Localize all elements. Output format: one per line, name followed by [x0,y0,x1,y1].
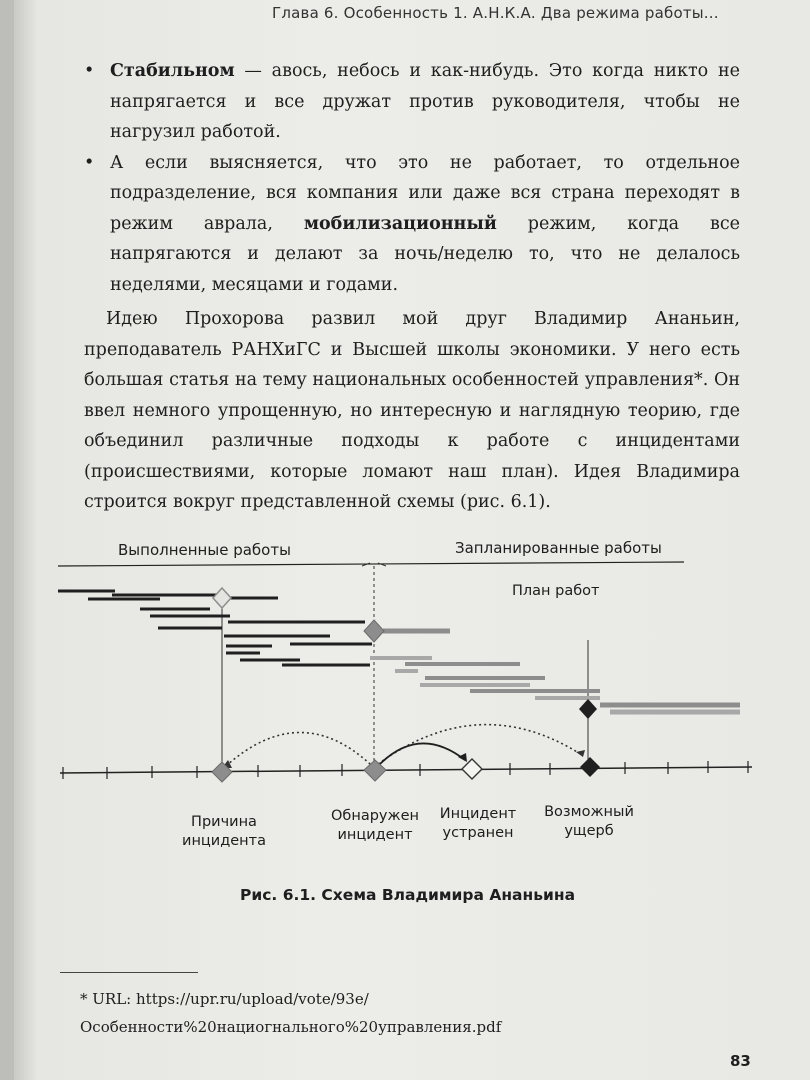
paragraph: Идею Прохорова развил мой друг Владимир Ананьин, преподаватель РАНХиГС и Высшей школы экономики. У него есть большая статья на тему национальных особенностей управления*. Он ввел немного упрощенную, но интересную и наглядную теорию, где объединил различные подходы к работе с инцидентами (происшествиями, которые ломают наш план). Идея Владимира строится вокруг представленной схемы (рис. 6.1). [84,309,740,512]
footnote [80,985,760,1041]
marker-cause-label-2: инцидента [182,833,266,849]
bold-term: мобилизационный [303,213,497,234]
label-done-works: Выполненные работы [118,541,291,559]
marker-fixed-label-1: Инцидент [439,806,517,822]
book-gutter [0,0,14,1080]
page-number: 83 [730,1052,751,1070]
list-item-text: режим, когда все напрягаются и делают за ночь/неделю то, что не делалось неделями, месяцами и годами. [110,213,741,295]
marker-cause-label-1: Причина [191,814,257,830]
marker-detected-label-2: инцидент [337,827,413,843]
bullet-marker: • [84,61,95,81]
footnote-rule [60,972,198,973]
list-item-text: — авось, небось и как-нибудь. Это когда никто не напрягается и все дружат против руководителя, чтобы не нагрузил работой. [110,61,740,142]
bold-term: Стабильном [110,61,235,81]
list-item [84,148,740,301]
footnote-link[interactable]: URL: https://upr.ru/upload/vote/93e/Особенности%20нациогнального%20управления.pdf [80,990,502,1036]
label-plan: План работ [512,583,600,599]
marker-damage-label-2: ущерб [564,823,614,839]
label-planned-works: Запланированные работы [455,539,662,557]
running-head: Глава 6. Особенность 1. А.Н.К.А. Два режима работы... [272,4,719,22]
bullet-list [84,56,740,300]
marker-damage-label-1: Возможный [544,804,634,820]
footnote-marker: * [80,990,88,1008]
list-item-text: А если выясняется, что это не работает, то отдельное подразделение, вся компания или даже вся страна переходят в режим аврала, [110,152,740,234]
bullet-marker: • [84,152,95,173]
figure-caption: Рис. 6.1. Схема Владимира Ананьина [240,886,576,904]
body-text [84,56,740,518]
marker-fixed-label-2: устранен [442,825,514,841]
marker-detected-label-1: Обнаружен [331,808,419,824]
list-item [84,56,740,148]
